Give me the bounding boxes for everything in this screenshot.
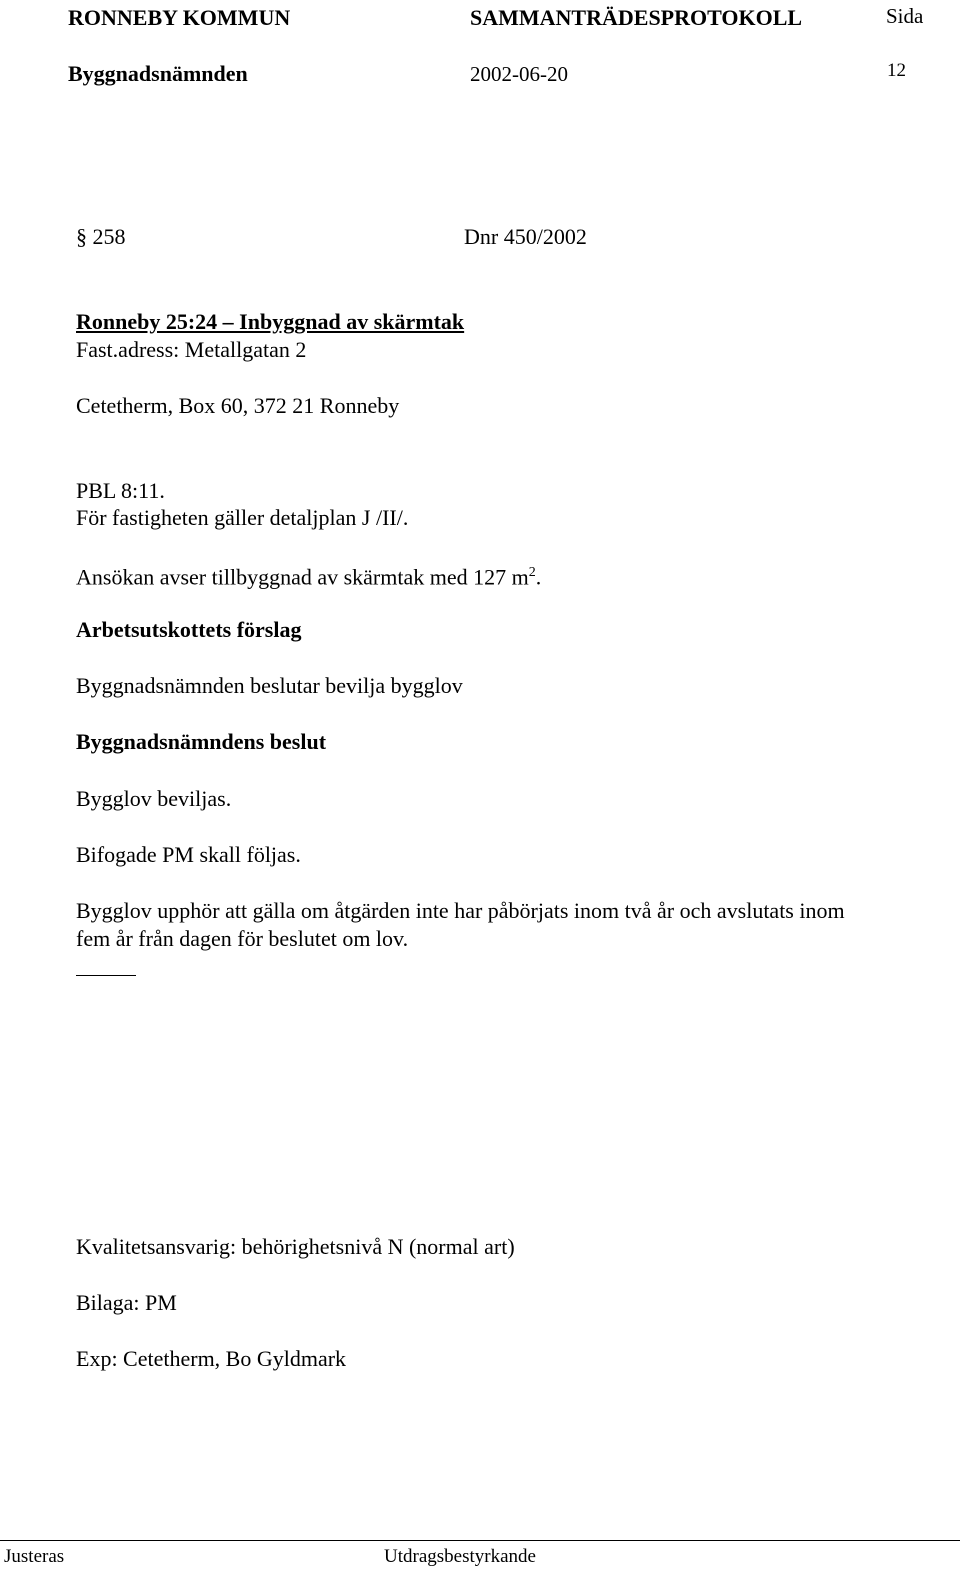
page-number: 12 [887,60,906,81]
quality-responsible: Kvalitetsansvarig: behörighetsnivå N (normal art) [76,1234,515,1259]
decision-line-1: Bygglov beviljas. [76,786,232,811]
plan-info: För fastigheten gäller detaljplan J /II/. [76,505,409,530]
org-name: RONNEBY KOMMUN [68,5,291,30]
diary-number: Dnr 450/2002 [464,224,587,249]
footer-utdragsbestyrkande: Utdragsbestyrkande [384,1546,536,1567]
application-text [76,558,541,591]
proposal-text: Byggnadsnämnden beslutar bevilja bygglov [76,673,463,698]
case-title: Ronneby 25:24 – Inbyggnad av skärmtak [76,309,465,334]
proposal-heading: Arbetsutskottets förslag [76,617,302,642]
document-type: SAMMANTRÄDESPROTOKOLL [470,5,803,30]
applicant: Cetetherm, Box 60, 372 21 Ronneby [76,393,400,418]
section-number: § 258 [76,224,126,249]
application-main: Ansökan avser tillbyggnad av skärmtak med 127 m [76,564,529,590]
attachment: Bilaga: PM [76,1290,177,1315]
decision-line-2: Bifogade PM skall följas. [76,842,301,867]
committee-name: Byggnadsnämnden [68,61,248,86]
meeting-date: 2002-06-20 [470,62,568,86]
decision-line-3b: fem år från dagen för beslutet om lov. [76,926,409,951]
property-address: Fast.adress: Metallgatan 2 [76,337,307,362]
footer-rule [0,1540,960,1541]
decision-heading: Byggnadsnämndens beslut [76,729,327,754]
footer-justeras: Justeras [4,1546,65,1567]
law-reference: PBL 8:11. [76,478,165,503]
decision-line-3a: Bygglov upphör att gälla om åtgärden inte har påbörjats inom två år och avslutats inom [76,898,845,923]
page-label: Sida [886,4,924,28]
application-end: . [535,564,542,590]
application-superscript: 2 [528,565,536,580]
dispatch: Exp: Cetetherm, Bo Gyldmark [76,1346,347,1371]
section-end-rule [76,975,136,976]
